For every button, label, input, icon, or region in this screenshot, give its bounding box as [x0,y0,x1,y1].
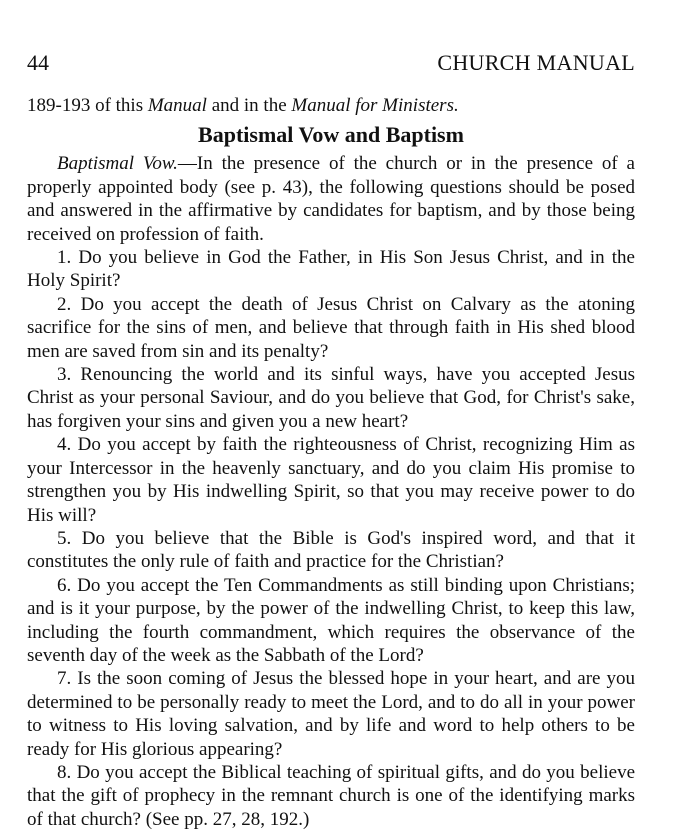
carryover-prefix: 189-193 of this [27,95,148,116]
question-8: 8. Do you accept the Biblical teaching of spiritual gifts, and do you believe that the gift of prophecy in the remnant church is one of the identifying marks of that church? (See pp. 27, 28, 192.) [27,761,635,830]
intro-text: —In the presence of the church or in the presence of a properly appointed body (see p. 43), the following questions should be posed and answered in the affirmative by candidates for baptism, and by those being received on profession of faith. [27,153,635,245]
question-6: 6. Do you accept the Ten Commandments as still binding upon Christians; and is it your purpose, by the power of the indwelling Christ, to keep this law, including the fourth commandment, which requires the observance of the seventh day of the week as the Sabbath of the Lord? [27,574,635,666]
running-head: CHURCH MANUAL [437,50,635,75]
intro-label: Baptismal Vow. [57,153,178,175]
question-5: 5. Do you believe that the Bible is God's inspired word, and that it constitutes the only rule of faith and practice for the Christian? [27,527,635,573]
page-number: 44 [27,50,49,75]
question-7: 7. Is the soon coming of Jesus the blessed hope in your heart, and are you determined to be personally ready to meet the Lord, and to do all in your power to witness to His loving salvation, and by life and word to help others to be ready for His glorious appearing? [27,668,635,760]
carryover-middle: and in the [206,95,292,116]
question-3: 3. Renouncing the world and its sinful ways, have you accepted Jesus Christ as your personal Saviour, and do you believe that God, for Christ's sake, has forgiven your sins and given you a new heart? [27,364,635,432]
intro-paragraph [27,152,635,246]
question-1: 1. Do you believe in God the Father, in His Son Jesus Christ, and in the Holy Spirit? [27,247,635,292]
carryover-manual: Manual [147,95,207,116]
page-body [27,94,635,831]
question-4: 4. Do you accept by faith the righteousness of Christ, recognizing Him as your Intercessor in the heavenly sanctuary, and do you claim His promise to strengthen you by His indwelling Spirit, so that you may receive power to do His will? [27,434,635,526]
page-header [27,48,635,78]
carryover-manual-for-ministers: Manual for Ministers. [291,95,459,116]
question-2: 2. Do you accept the death of Jesus Christ on Calvary as the atoning sacrifice for the sins of men, and believe that through faith in His shed blood men are saved from sin and its penalty? [27,293,635,362]
section-title: Baptismal Vow and Baptism [198,122,464,148]
carryover-line [27,94,635,117]
